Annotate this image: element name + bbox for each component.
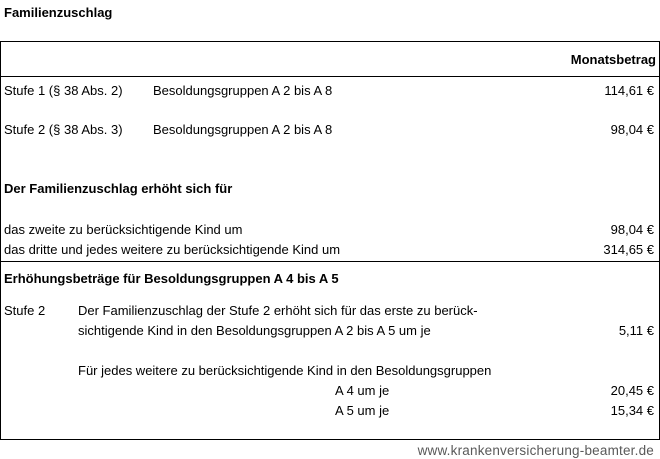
page-title: Familienzuschlag [4,5,113,20]
further-row-amount: 20,45 € [610,383,654,398]
increase-row-label: das zweite zu berücksichtigende Kind um [4,222,243,237]
column-header-monatsbetrag: Monatsbetrag [570,52,656,67]
footer-website: www.krankenversicherung-beamter.de [417,443,654,458]
further-row-label: A 5 um je [335,403,390,418]
stufe-2-label: Stufe 2 (§ 38 Abs. 3) [4,122,123,137]
increase-row-amount: 314,65 € [603,242,654,257]
further-text: Für jedes weitere zu berücksichtigende Kind in den Besoldungsgruppen [78,363,492,378]
stufe-1-label: Stufe 1 (§ 38 Abs. 2) [4,83,123,98]
stufe-1-amount: 114,61 € [604,83,654,98]
section-2-text-line-1: Der Familienzuschlag der Stufe 2 erhöht sich für das erste zu berück- [78,303,478,318]
stufe-1-group: Besoldungsgruppen A 2 bis A 8 [153,83,333,98]
stufe-2-amount: 98,04 € [610,122,654,137]
further-row-label: A 4 um je [335,383,390,398]
section-divider [0,261,660,262]
increase-row-label: das dritte und jedes weitere zu berücksichtigende Kind um [4,242,341,257]
stufe-2-group: Besoldungsgruppen A 2 bis A 8 [153,122,333,137]
section-2-stufe-label: Stufe 2 [4,303,46,318]
section-2-heading: Erhöhungsbeträge für Besoldungsgruppen A 4 bis A 5 [4,271,339,286]
section-2-text-amount: 5,11 € [618,323,654,338]
further-row-amount: 15,34 € [610,403,654,418]
table-frame [0,41,660,440]
increase-row-amount: 98,04 € [610,222,654,237]
header-divider [0,76,660,77]
increase-heading: Der Familienzuschlag erhöht sich für [4,181,233,196]
section-2-text-line-2: sichtigende Kind in den Besoldungsgruppen A 2 bis A 5 um je [78,323,431,338]
